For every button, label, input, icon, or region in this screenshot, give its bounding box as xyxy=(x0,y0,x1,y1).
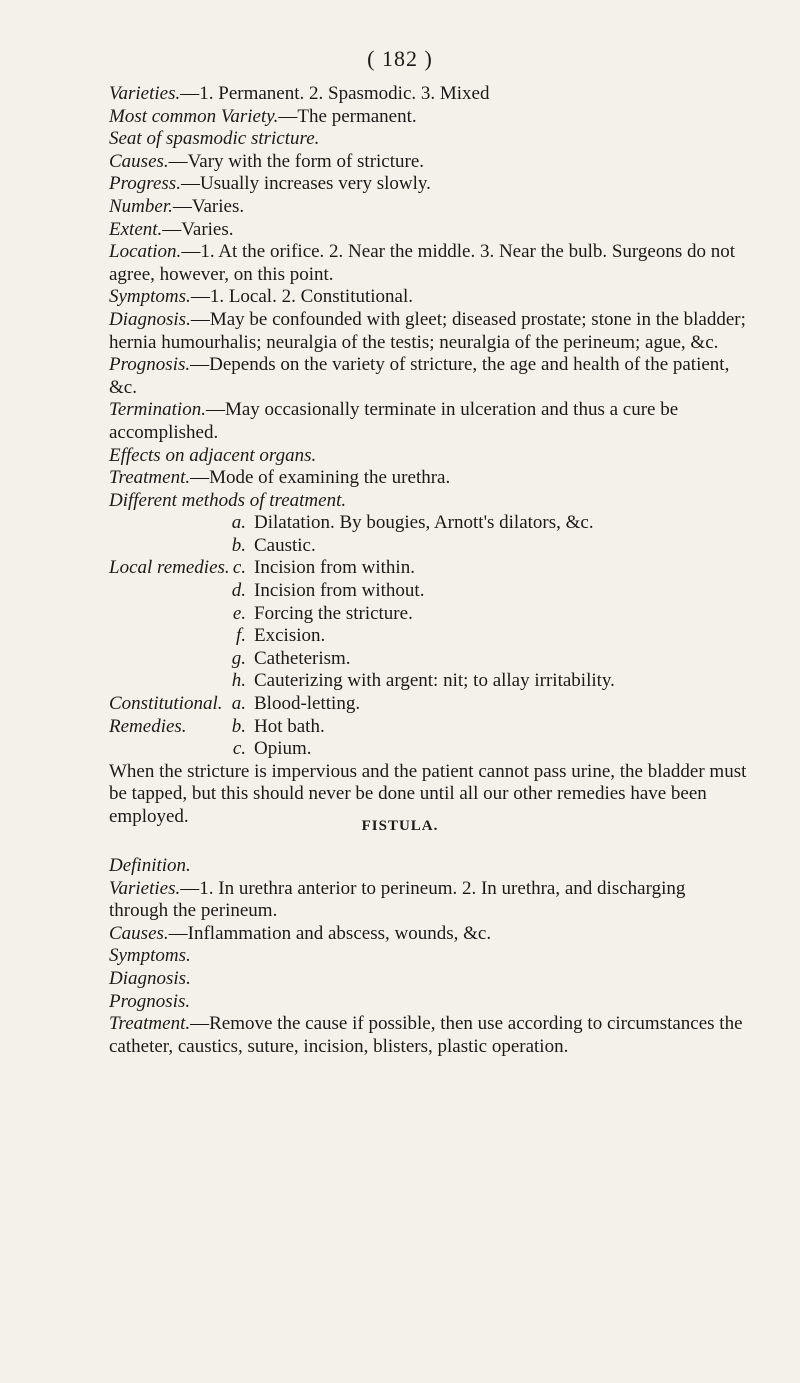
list-item: f. Excision. xyxy=(235,625,326,647)
fistula-section xyxy=(109,855,749,1058)
treatment-entry: Treatment.—Mode of examining the urethra. xyxy=(109,467,451,489)
causes-entry: Causes.—Vary with the form of stricture. xyxy=(109,150,425,172)
symptoms-entry: Symptoms.—1. Local. 2. Constitutional. xyxy=(109,286,413,308)
constitutional-label: Constitutional. xyxy=(109,693,223,715)
number-entry: Number.—Varies. xyxy=(109,195,245,217)
list-item: d. Incision from without. xyxy=(231,580,425,602)
list-item: b. Caustic. xyxy=(231,534,316,556)
remedies-label: Remedies. xyxy=(109,715,187,737)
local-remedies-label: Local remedies. xyxy=(109,557,230,579)
varieties-entry: Varieties.—1. Permanent. 2. Spasmodic. 3. Mixed xyxy=(109,83,490,104)
seat-entry: Seat of spasmodic stricture. xyxy=(109,128,320,150)
closing-paragraph: When the stricture is impervious and the patient cannot pass urine, the bladder must be tapped, but this should never be done until all our other remedies have been employed. xyxy=(109,760,747,827)
effects-entry: Effects on adjacent organs. xyxy=(109,444,317,466)
fistula-heading: FISTULA. xyxy=(361,818,439,834)
list-item: c. Opium. xyxy=(232,738,312,760)
list-item: Local remedies. c. Incision from within. xyxy=(109,557,415,579)
most-common-entry: Most common Variety.—The permanent. xyxy=(109,105,417,127)
diagnosis-entry: Diagnosis.—May be confounded with gleet; diseased prostate; stone in the bladder; hernia humourhalis; neuralgia of the testis; neuralgia of the perineum; ague, &c. xyxy=(109,308,746,353)
stricture-section xyxy=(109,83,749,829)
local-remedies-list xyxy=(109,512,749,693)
page-number: ( 182 ) xyxy=(367,46,433,71)
list-item: a. Dilatation. By bougies, Arnott's dilators, &c. xyxy=(231,512,594,534)
list-item: h. Cauterizing with argent: nit; to allay irritability. xyxy=(231,670,615,692)
fistula-treatment-entry: Treatment.—Remove the cause if possible, then use according to circumstances the catheter, caustics, suture, incision, blisters, plastic operation. xyxy=(109,1013,743,1057)
definition-entry: Definition. xyxy=(109,855,191,876)
constitutional-remedies-list xyxy=(109,693,749,761)
prognosis-entry: Prognosis.—Depends on the variety of stricture, the age and health of the patient, &c. xyxy=(109,354,730,398)
methods-entry: Different methods of treatment. xyxy=(109,489,347,511)
fistula-symptoms-entry: Symptoms. xyxy=(109,945,191,967)
termination-entry: Termination.—May occasionally terminate in ulceration and thus a cure be accomplished. xyxy=(109,399,679,443)
list-item: Constitutional. a. Blood-letting. xyxy=(109,693,361,715)
list-item: Remedies. b. Hot bath. xyxy=(109,715,325,737)
location-entry: Location.—1. At the orifice. 2. Near the middle. 3. Near the bulb. Surgeons do not agree, however, on this point. xyxy=(109,241,736,285)
extent-entry: Extent.—Varies. xyxy=(109,218,234,240)
fistula-varieties-entry: Varieties.—1. In urethra anterior to perineum. 2. In urethra, and discharging through the perineum. xyxy=(109,877,686,922)
fistula-causes-entry: Causes.—Inflammation and abscess, wounds, &c. xyxy=(109,922,492,944)
list-item: g. Catheterism. xyxy=(231,647,351,669)
progress-entry: Progress.—Usually increases very slowly. xyxy=(109,173,431,195)
list-item: e. Forcing the stricture. xyxy=(232,602,413,624)
fistula-prognosis-entry: Prognosis. xyxy=(109,990,191,1012)
fistula-diagnosis-entry: Diagnosis. xyxy=(109,967,191,989)
